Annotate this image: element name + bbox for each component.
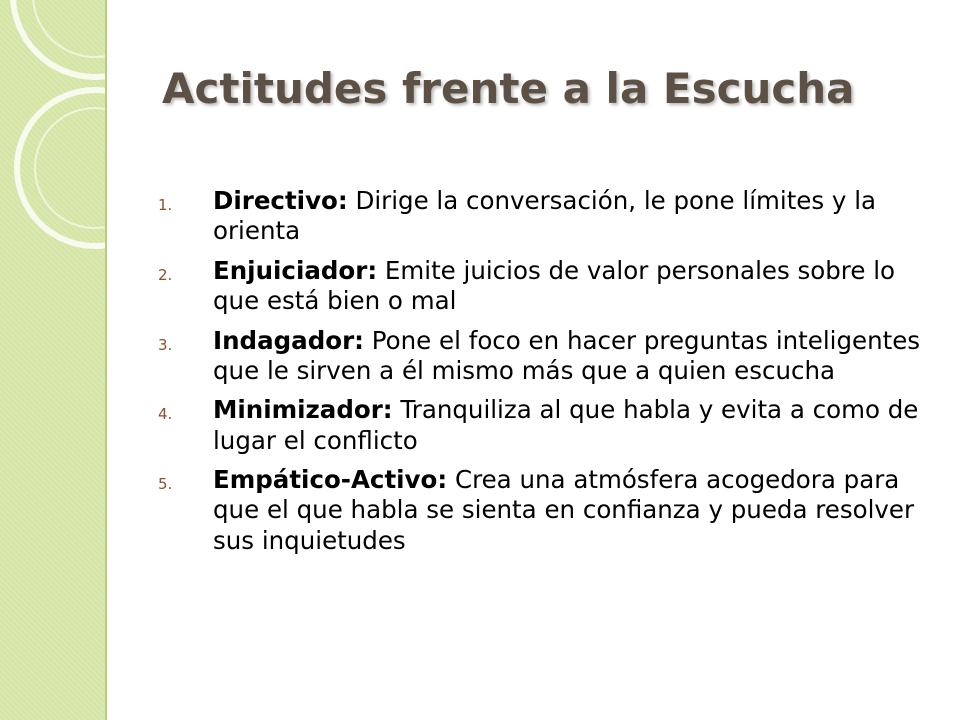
item-text <box>213 326 938 387</box>
item-description: Tranquiliza al que habla y evita a como de lugar el conflicto <box>213 395 919 455</box>
item-description: Crea una atmósfera acogedora para que el que habla se sienta en confianza y pueda resolver sus inquietudes <box>213 465 915 555</box>
item-term: Empático-Activo: <box>213 465 448 494</box>
item-description: Dirige la conversación, le pone límites y la orienta <box>213 186 877 246</box>
item-number: 2. <box>158 265 173 284</box>
item-term: Indagador: <box>213 325 364 355</box>
slide-title: Actitudes frente a la Escucha <box>162 64 855 113</box>
decorative-circles <box>0 0 105 720</box>
item-number: 5. <box>158 475 173 493</box>
item-number: 4. <box>158 405 173 424</box>
item-term: Minimizador: <box>213 395 393 425</box>
list-item <box>158 186 938 247</box>
item-number: 1. <box>158 196 173 214</box>
list-item <box>158 395 938 456</box>
item-text <box>213 465 938 556</box>
item-text <box>213 256 938 317</box>
item-description: Emite juicios de valor personales sobre lo que está bien o mal <box>213 255 895 316</box>
item-number: 3. <box>158 335 173 354</box>
item-description: Pone el foco en hacer preguntas inteligentes que le sirven a él mismo más que a quien escucha <box>213 325 921 385</box>
item-text <box>213 186 938 247</box>
item-term: Enjuiciador: <box>213 255 378 285</box>
item-text <box>213 395 938 456</box>
list-item <box>158 256 938 317</box>
attitude-list <box>158 186 938 565</box>
item-term: Directivo: <box>213 186 348 215</box>
list-item <box>158 465 938 556</box>
decorative-sidebar <box>0 0 107 720</box>
list-item <box>158 326 938 387</box>
